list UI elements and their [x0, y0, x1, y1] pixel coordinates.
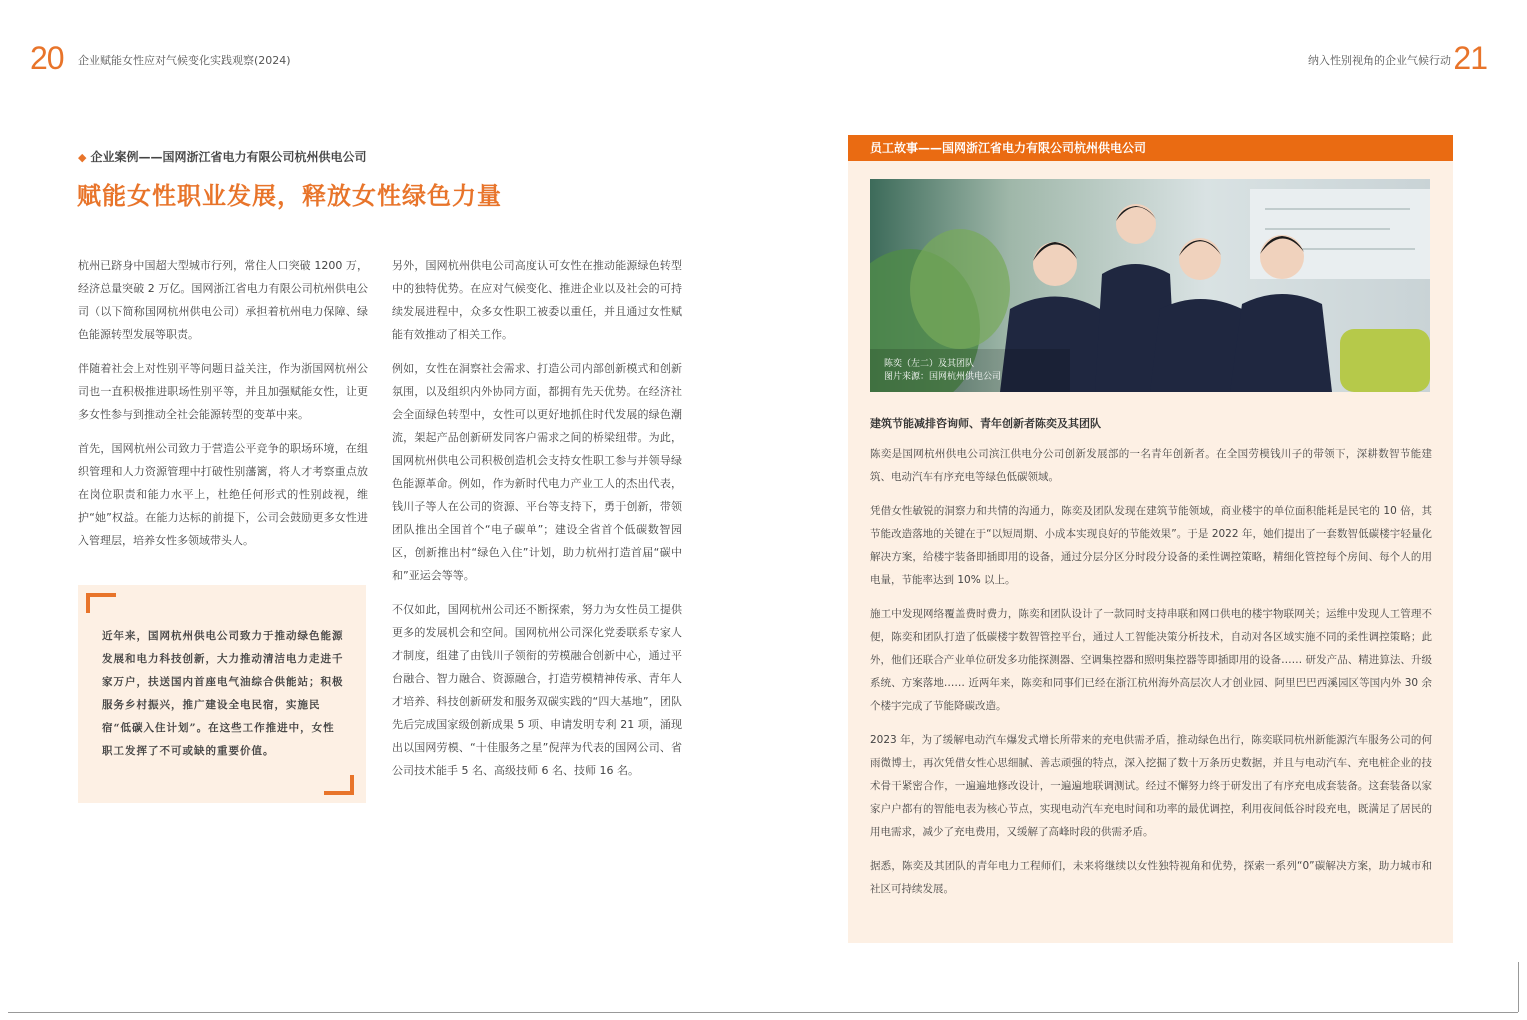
paragraph: 伴随着社会上对性别平等问题日益关注，作为浙国网杭州公司也一直积极推进职场性别平等，并且加强赋能女性，让更多女性参与到推动全社会能源转型的变革中来。 [78, 362, 368, 421]
right-page-number: 21 [1453, 40, 1487, 76]
quote-text: 近年来，国网杭州供电公司致力于推动绿色能源发展和电力科技创新，大力推动清洁电力走进千家万户，扶送国内首座电气油综合供能站；积极服务乡村振兴，推广建设全电民宿，实施民宿“低碳入住计划”。在这些工作推进中，女性职工发挥了不可或缺的重要价值。 [102, 630, 344, 757]
quote-close-bracket-icon [324, 775, 354, 795]
case-label [78, 148, 366, 165]
quote-box [78, 585, 366, 803]
paragraph: 首先，国网杭州公司致力于营造公平竞争的职场环境，在组织管理和人力资源管理中打破性别藩篱，将人才考察重点放在岗位职责和能力水平上，杜绝任何形式的性别歧视，维护“她”权益。在能力达标的前提下，公司会鼓励更多女性进入管理层，培养女性多领域带头人。 [78, 442, 368, 547]
paragraph: 另外，国网杭州供电公司高度认可女性在推动能源绿色转型中的独特优势。在应对气候变化、推进企业以及社会的可持续发展进程中，众多女性职工被委以重任，并且通过女性赋能有效推动了相关工作。 [392, 259, 682, 341]
paragraph: 施工中发现网络覆盖费时费力，陈奕和团队设计了一款同时支持串联和网口供电的楼宇物联网关；运维中发现人工管理不便，陈奕和团队打造了低碳楼宇数智管控平台，通过人工智能决策分析技术，自动对各区域实施不同的柔性调控策略；此外，他们还联合产业单位研发多功能探测器、空调集控器和照明集控器等即插即用的设备…… 研发产品、精进算法、升级系统、方案落地…… 近两年来，陈奕和同事们已经在浙江杭州海外高层次人才创业园、阿里巴巴西溪园区等国内外 30 余个楼宇完成了节能降碳改造。 [870, 608, 1432, 712]
story-subtitle: 建筑节能减排咨询师、青年创新者陈奕及其团队 [870, 417, 1101, 430]
story-body [870, 443, 1432, 912]
employee-story-panel [848, 135, 1453, 943]
photo-caption-line: 陈奕（左二）及其团队 [884, 359, 975, 369]
paragraph: 据悉，陈奕及其团队的青年电力工程师们，未来将继续以女性独特视角和优势，探索一系列“0”碳解决方案，助力城市和社区可持续发展。 [870, 860, 1432, 895]
page-corner-edge [1518, 962, 1519, 1012]
team-photo [870, 179, 1430, 392]
paragraph: 不仅如此，国网杭州公司还不断探索，努力为女性员工提供更多的发展机会和空间。国网杭州公司深化党委联系专家人才制度，组建了由钱川子领衔的劳模融合创新中心，通过平台融合、智力融合、资源融合，打造劳模精神传承、青年人才培养、科技创新研发和服务双碳实践的“四大基地”，团队先后完成国家级创新成果 5 项、申请发明专利 21 项，涌现出以国网劳模、“十佳服务之星”倪萍为代表的国网公司、省公司技术能手 5 名、高级技师 6 名、技师 16 名。 [392, 603, 682, 777]
paragraph: 陈奕是国网杭州供电公司滨江供电分公司创新发展部的一名青年创新者。在全国劳模钱川子的带领下，深耕数智节能建筑、电动汽车有序充电等绿色低碳领域。 [870, 448, 1432, 483]
right-running-head: 纳入性别视角的企业气候行动 [1308, 54, 1451, 67]
photo-caption [884, 358, 1001, 384]
page-bottom-edge [8, 1012, 1518, 1013]
left-running-head: 企业赋能女性应对气候变化实践观察(2024) [78, 54, 291, 67]
paragraph: 2023 年，为了缓解电动汽车爆发式增长所带来的充电供需矛盾，推动绿色出行，陈奕联同杭州新能源汽车服务公司的何雨微博士，再次凭借女性心思细腻、善志顽强的特点，深入挖掘了数十万条历史数据，并且与电动汽车、充电桩企业的技术骨干紧密合作，一遍遍地修改设计，一遍遍地联调测试。经过不懈努力终于研发出了有序充电成套装备。这套装备以家家户户都有的智能电表为核心节点，实现电动汽车充电时间和功率的最优调控，利用夜间低谷时段充电，既满足了居民的用电需求，减少了充电费用，又缓解了高峰时段的供需矛盾。 [870, 734, 1432, 838]
body-column-2 [392, 254, 682, 793]
paragraph: 例如，女性在洞察社会需求、打造公司内部创新模式和创新氛围，以及组织内外协同方面，都拥有先天优势。在经济社会全面绿色转型中，女性可以更好地抓住时代发展的绿色潮流，架起产品创新研发同客户需求之间的桥梁纽带。为此，国网杭州供电公司积极创造机会支持女性职工参与并领导绿色能源革命。例如，作为新时代电力产业工人的杰出代表，钱川子等人在公司的资源、平台等支持下，勇于创新，带领团队推出全国首个“电子碳单”；建设全省首个低碳数智园区，创新推出村“绿色入住”计划，助力杭州打造首届“碳中和”亚运会等等。 [392, 362, 682, 582]
photo-source-line: 图片来源：国网杭州供电公司 [884, 372, 1002, 382]
paragraph: 凭借女性敏锐的洞察力和共情的沟通力，陈奕及团队发现在建筑节能领域，商业楼宇的单位面积能耗是民宅的 10 倍，其节能改造落地的关键在于“以短周期、小成本实现良好的节能效果”。于是 2022 年，她们提出了一套数智低碳楼宇轻量化解决方案，给楼宇装备即插即用的设备，通过分层分区分时段分设备的柔性调控策略，精细化管控每个房间、每个人的用电量，节能率达到 10% 以上。 [870, 505, 1432, 586]
diamond-icon: ◆ [78, 151, 87, 164]
body-column-1 [78, 254, 368, 563]
case-label-text: 企业案例——国网浙江省电力有限公司杭州供电公司 [90, 150, 367, 164]
quote-open-bracket-icon [86, 593, 116, 613]
left-page-number: 20 [30, 40, 64, 76]
paragraph: 杭州已跻身中国超大型城市行列，常住人口突破 1200 万，经济总量突破 2 万亿。国网浙江省电力有限公司杭州供电公司（以下简称国网杭州供电公司）承担着杭州电力保障、绿色能源转型发展等职责。 [78, 259, 368, 341]
page-title: 赋能女性职业发展，释放女性绿色力量 [77, 182, 502, 210]
story-header: 员工故事——国网浙江省电力有限公司杭州供电公司 [848, 135, 1453, 161]
